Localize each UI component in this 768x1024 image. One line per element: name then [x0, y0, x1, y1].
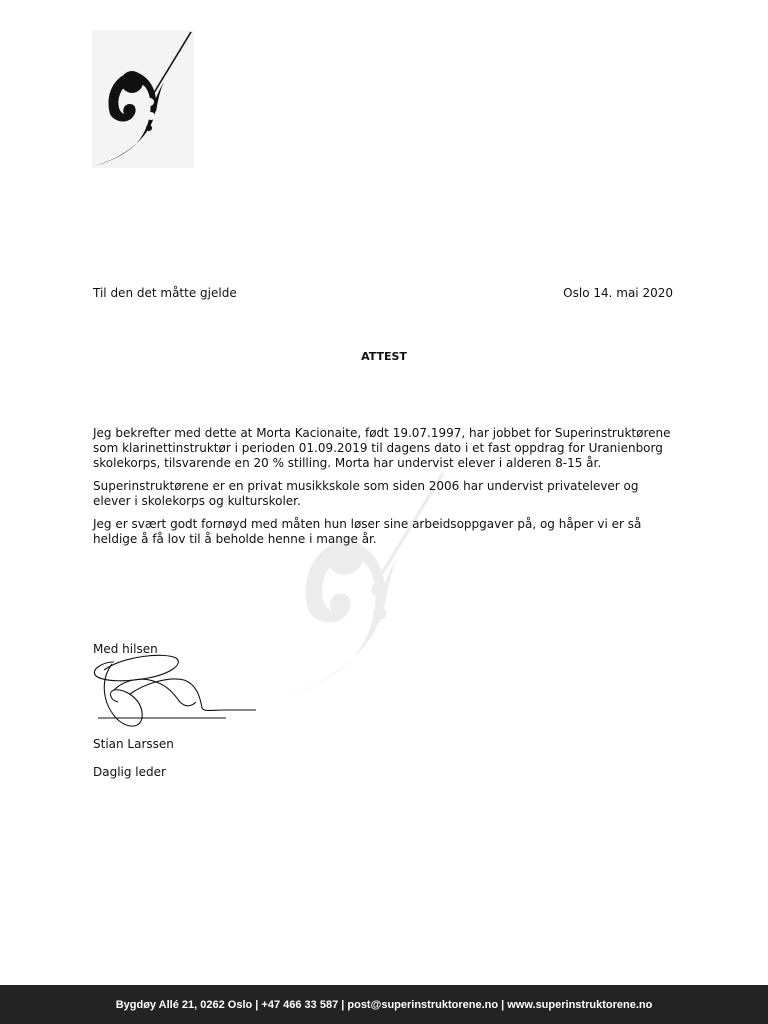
letter-body: [93, 426, 673, 555]
paragraph: Superinstruktørene er en privat musikkskole som siden 2006 har undervist privatelever og elever i skolekorps og kulturskoler.: [93, 479, 639, 508]
bass-clef-logo-icon: [92, 30, 194, 168]
footer-contact-bar: [0, 985, 768, 1024]
footer-contact-text: Bygdøy Allé 21, 0262 Oslo | +47 466 33 587 | post@superinstruktorene.no | www.superinstruktorene.no: [115, 998, 653, 1011]
signer-title: Daglig leder: [93, 765, 166, 779]
addressee: Til den det måtte gjelde: [93, 286, 237, 300]
place-date: Oslo 14. mai 2020: [563, 286, 673, 300]
paragraph: Jeg bekrefter med dette at Morta Kacionaite, født 19.07.1997, har jobbet for Superinstruktørene som klarinettinstruktør i perioden 01.09.2019 til dagens dato i et fast oppdrag for Uranienborg skolekorps, tilsvarende en 20 % stilling. Morta har undervist elever i alderen 8-15 år.: [93, 426, 671, 470]
paragraph: Jeg er svært godt fornøyd med måten hun løser sine arbeidsoppgaver på, og håper vi er så heldige å få lov til å beholde henne i mange år.: [93, 517, 642, 546]
signer-name: Stian Larssen: [93, 737, 174, 751]
signature-icon: [84, 650, 260, 732]
closing: Med hilsen: [93, 642, 158, 656]
letter-title: ATTEST: [361, 350, 407, 363]
